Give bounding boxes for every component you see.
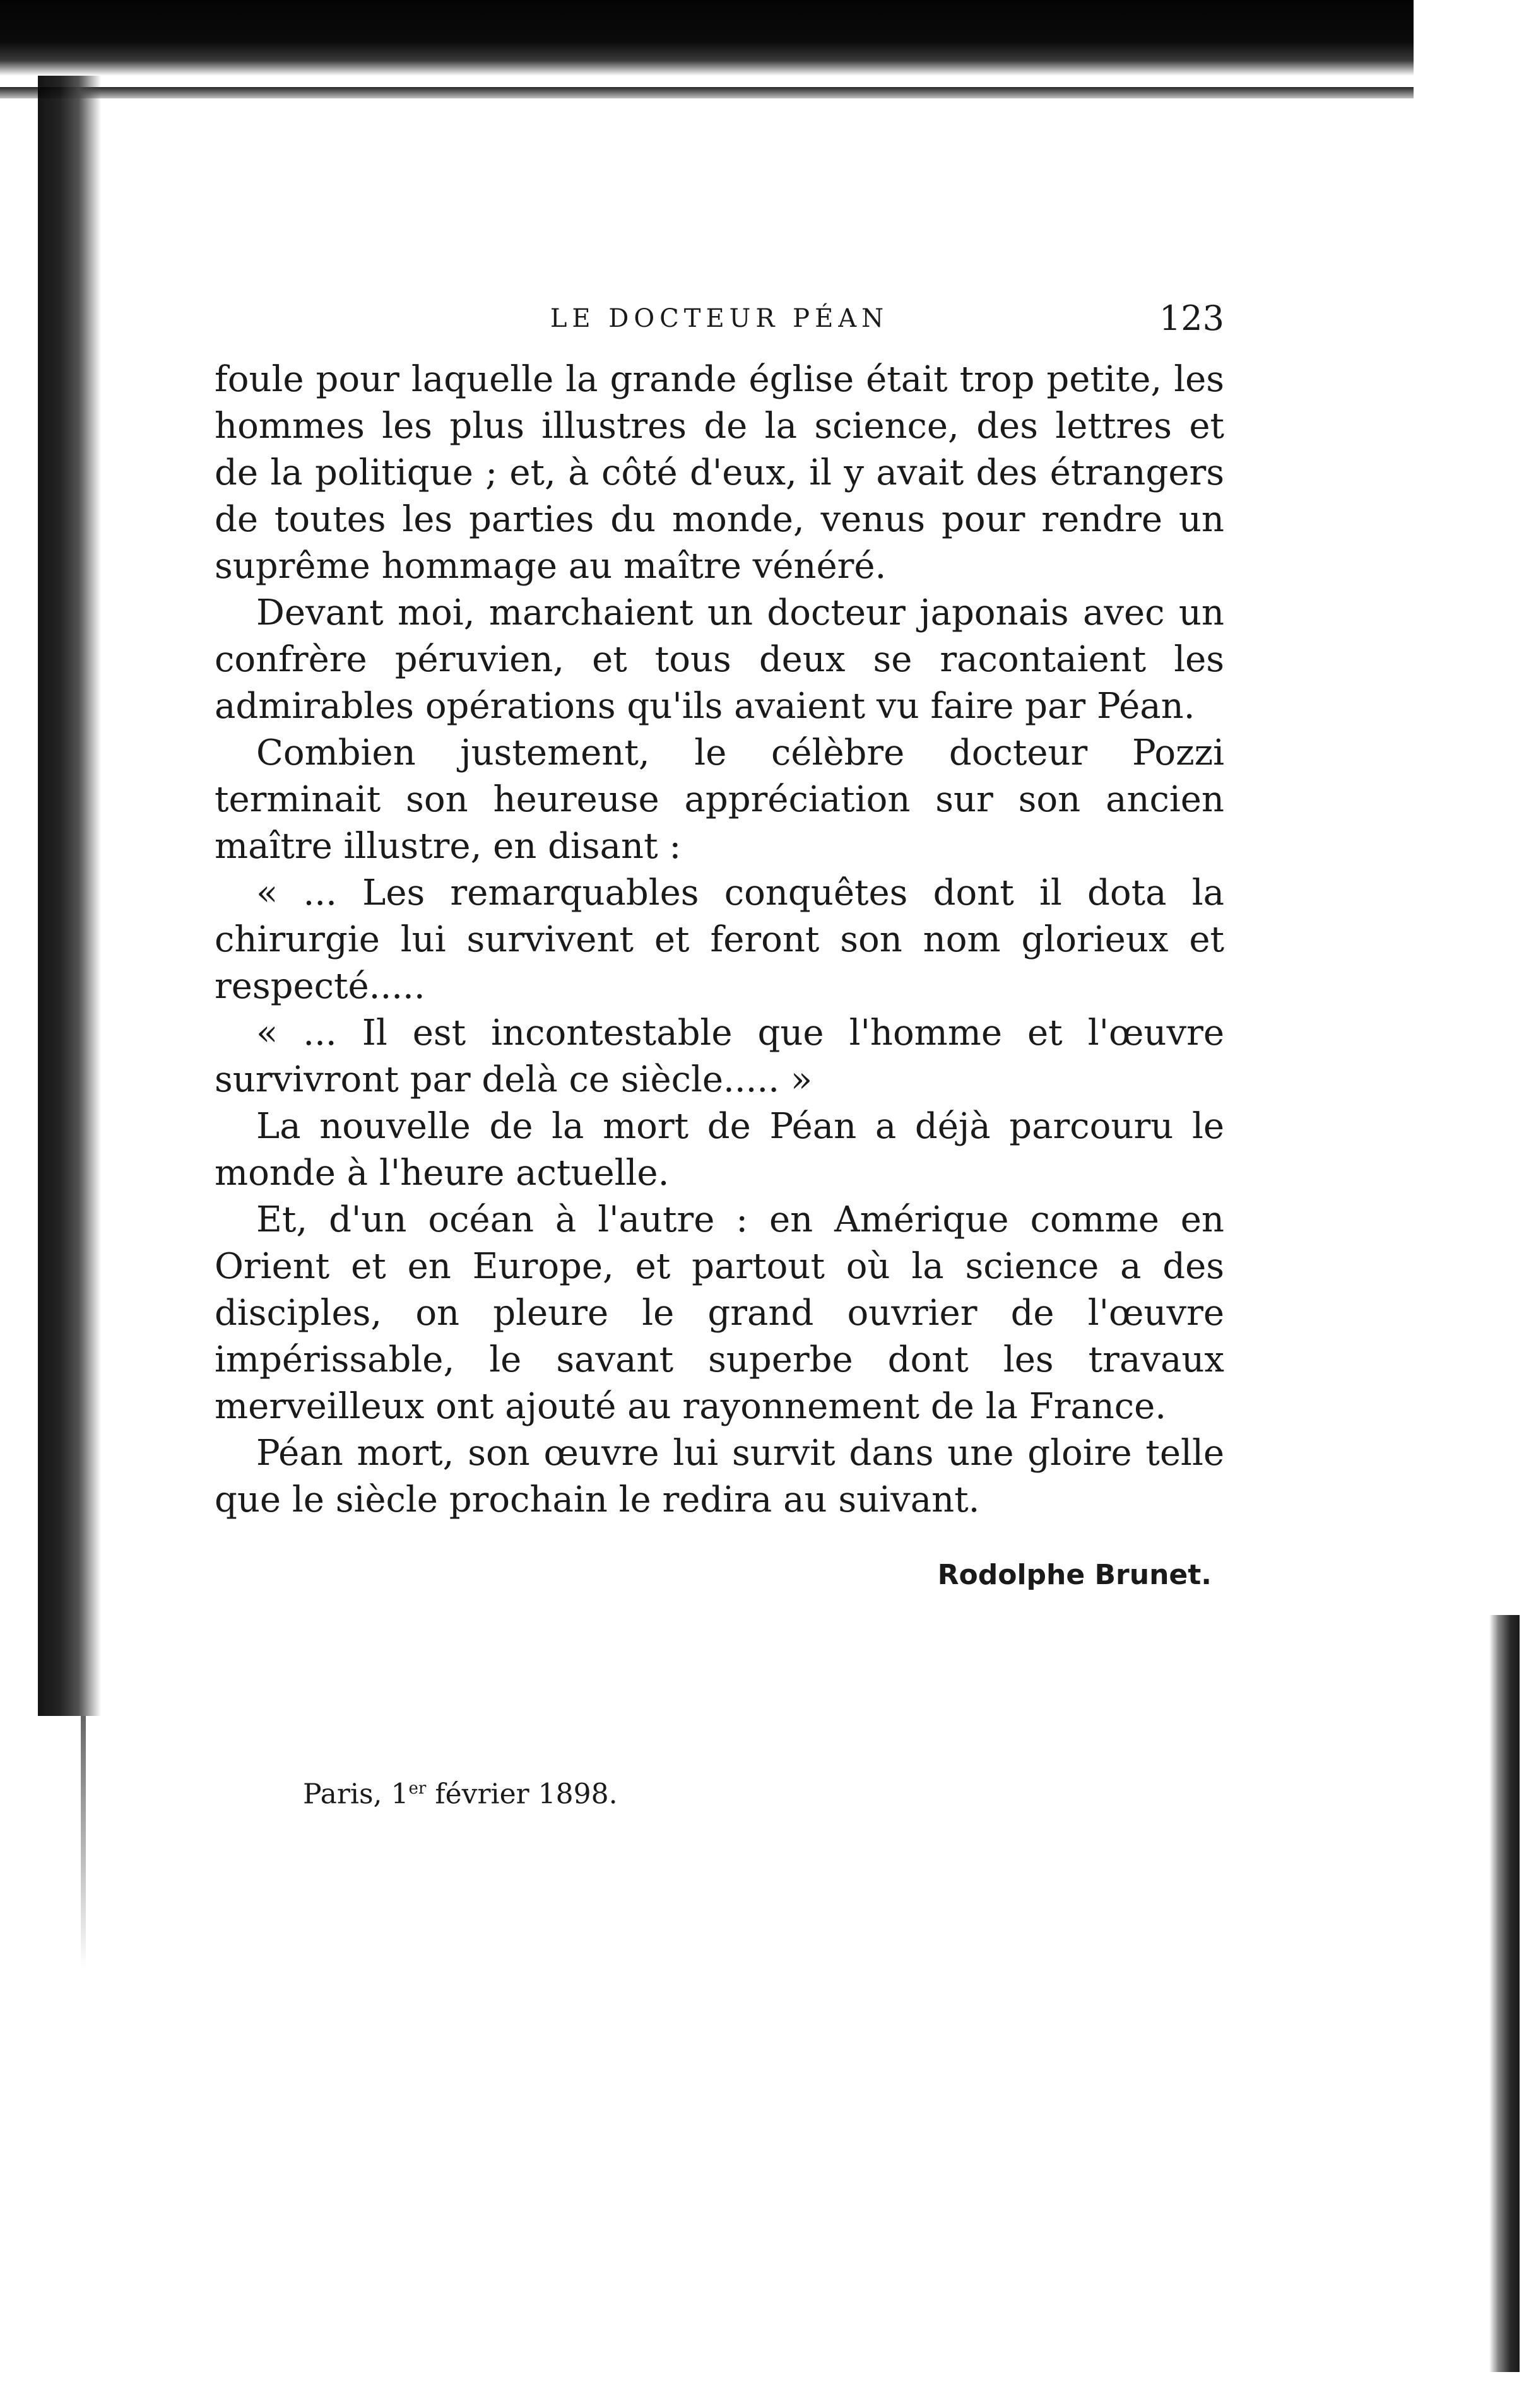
page-number: 123 <box>1159 298 1224 338</box>
scan-shadow-top <box>0 0 1414 76</box>
place-date <box>303 1766 618 1817</box>
paragraph-5: Et, d'un océan à l'autre : en Amérique comme en Orient et en Europe, et partout où la science a des disciples, on pleure le grand ouvrier de l'œuvre impérissable, le savant superbe dont les travaux merveilleux ont ajouté au rayonnement de la France. <box>215 1199 1224 1427</box>
quote-1: « ... Les remarquables conquêtes dont il dota la chirurgie lui survivent et feront son nom glorieux et respecté..... <box>215 872 1224 1007</box>
paragraph-3: Combien justement, le célèbre docteur Pozzi terminait son heureuse appréciation sur son ancien maître illustre, en disant : <box>215 732 1224 867</box>
running-title: LE DOCTEUR PÉAN <box>550 304 889 333</box>
page-header <box>215 297 1224 341</box>
place-date-prefix: Paris, 1 <box>303 1778 409 1811</box>
body-text <box>215 356 1224 1524</box>
place-date-superscript: er <box>408 1779 427 1798</box>
signature: Rodolphe Brunet. <box>937 1559 1212 1591</box>
scan-shadow-right <box>1489 1615 1520 2372</box>
paragraph-1: foule pour laquelle la grande église était trop petite, les hommes les plus illustres de la science, des lettres et de la politique ; et, à côté d'eux, il y avait des étrangers de toutes les parties du monde, venus pour rendre un suprême hommage au maître vénéré. <box>215 359 1224 587</box>
quote-2: « ... Il est incontestable que l'homme et l'œuvre survivront par delà ce siècle..... » <box>215 1013 1224 1100</box>
paragraph-4: La nouvelle de la mort de Péan a déjà parcouru le monde à l'heure actuelle. <box>215 1106 1224 1194</box>
paragraph-2: Devant moi, marchaient un docteur japonais avec un confrère péruvien, et tous deux se racontaient les admirables opérations qu'ils avaient vu faire par Péan. <box>215 592 1224 727</box>
place-date-suffix: février 1898. <box>426 1778 618 1811</box>
paragraph-6: Péan mort, son œuvre lui survit dans une gloire telle que le siècle prochain le redira au suivant. <box>215 1433 1224 1520</box>
scan-shadow-left <box>38 76 101 1716</box>
scan-shadow-top-line <box>0 87 1414 98</box>
scan-shadow-left-tail <box>81 1716 86 1968</box>
